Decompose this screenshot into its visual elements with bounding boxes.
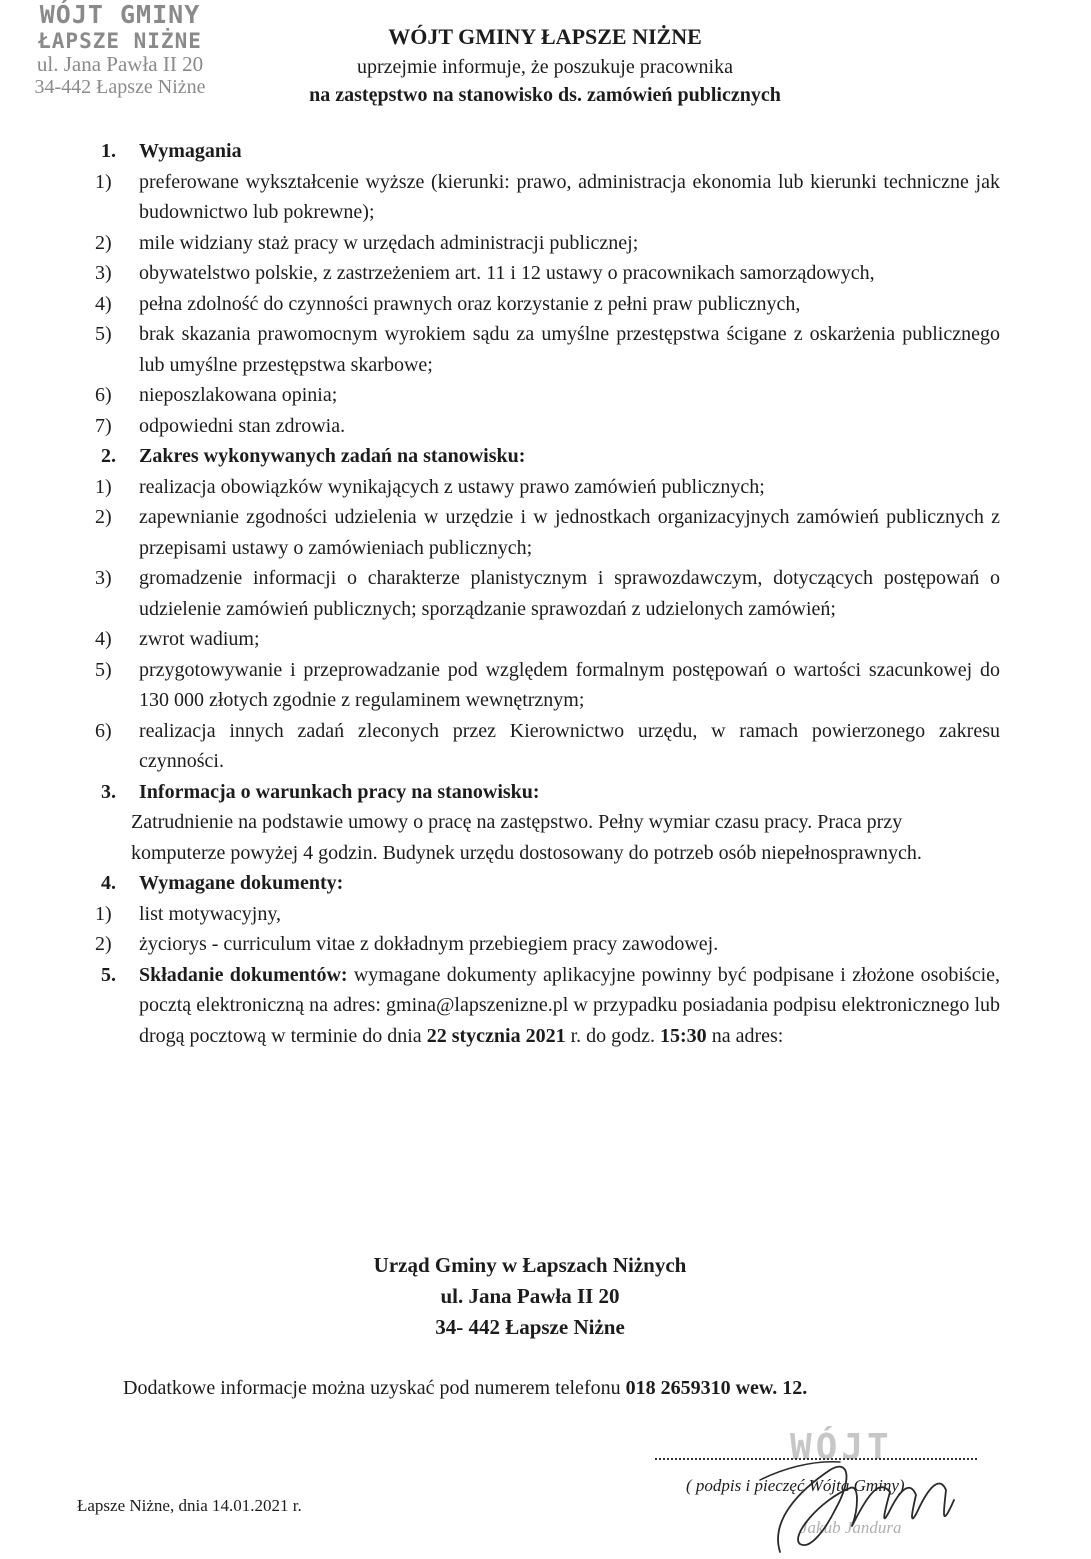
list-item [95,167,1000,228]
section-number: 4. [101,872,116,894]
submission-text: na adres: [706,1024,784,1047]
deadline-time: 15:30 [660,1024,707,1047]
document-header [250,24,840,107]
list-item [95,289,1000,320]
position-title: na zastępstwo na stanowisko ds. zamówień publicznych [309,84,781,106]
list-item [95,655,1000,716]
contact-info [123,1377,807,1400]
item-text: życiorys - curriculum vitae z dokładnym przebiegiem pracy zawodowej. [139,933,719,955]
item-number: 2) [95,933,112,955]
submission-text: wymagane dokumenty aplikacyjne powinny być podpisane i złożone osobiście, pocztą elektroniczną na adres: gmina@lapszenizne.pl w przypadku posiadania podpisu elektronicznego lub drogą pocztową w terminie do dnia [139,963,1000,1047]
section-number: 2. [101,445,116,467]
item-number: 2) [95,506,112,528]
stamp-line-2: ŁAPSZE NIŻNE [38,29,202,53]
address-line: Urząd Gminy w Łapszach Niżnych [373,1253,687,1277]
handwritten-signature [740,1440,970,1558]
submission-text: r. do godz. [565,1024,661,1047]
item-text: gromadzenie informacji o charakterze planistycznym i sprawozdawczym, dotyczących postępowań o udzielenie zamówień publicznych; sporządzanie sprawozdań z udzielonych zamówień; [139,567,1000,620]
section-heading [95,777,1000,808]
item-number: 5) [95,323,112,345]
list-item [95,319,1000,380]
item-text: list motywacyjny, [139,902,282,925]
section-paragraph: Zatrudnienie na podstawie umowy o pracę na zastępstwo. Pełny wymiar czasu pracy. Praca przy komputerze powyżej 4 godzin. Budynek urzędu dostosowany do potrzeb osób niepełnosprawnych. [131,811,922,864]
item-text: realizacja innych zadań zleconych przez Kierownictwo urzędu, w ramach powierzonego zakresu czynności. [139,719,1000,772]
list-item [95,228,1000,259]
list-item [95,716,1000,777]
document-subtitle: uprzejmie informuje, że poszukuje pracownika [357,56,733,78]
list-item [95,411,1000,442]
section-heading [95,441,1000,472]
item-text: obywatelstwo polskie, z zastrzeżeniem art. 11 i 12 ustawy o pracownikach samorządowych, [139,262,875,284]
section-heading [95,136,1000,167]
section-heading [95,868,1000,899]
stamp-line-1: WÓJT GMINY [39,0,201,29]
item-number: 4) [95,292,112,315]
deadline-date: 22 stycznia 2021 [426,1024,566,1047]
item-number: 3) [95,262,112,284]
signature-stamp-name: Jakub Jandura [800,1518,902,1537]
item-number: 1) [95,902,112,925]
section-number: 3. [101,780,116,803]
list-item [95,563,1000,624]
list-item [95,899,1000,930]
contact-phone: 018 2659310 wew. 12. [625,1377,808,1399]
list-item [95,929,1000,960]
item-text: preferowane wykształcenie wyższe (kierunki: prawo, administracja ekonomia lub kierunki techniczne jak budownictwo lub pokrewne); [139,170,1000,223]
list-item [95,380,1000,411]
list-item [95,258,1000,289]
document-body [95,136,1000,1051]
stamp-line-4: 34-442 Łapsze Niżne [34,76,206,98]
item-number: 1) [95,170,112,193]
office-address [230,1250,830,1343]
signature-stamp-word: WÓJT [790,1427,893,1468]
office-stamp [6,2,234,97]
place-and-date: Łapsze Niżne, dnia 14.01.2021 r. [77,1496,302,1515]
item-number: 3) [95,567,112,589]
item-text: realizacja obowiązków wynikających z ustawy prawo zamówień publicznych; [139,475,765,498]
address-line: ul. Jana Pawła II 20 [440,1284,620,1308]
section-number: 1. [101,140,116,162]
item-text: mile widziany staż pracy w urzędach administracji publicznej; [139,231,639,254]
section-title: Informacja o warunkach pracy na stanowisku: [139,780,540,803]
list-item [95,624,1000,655]
document-title: WÓJT GMINY ŁAPSZE NIŻNE [388,24,702,49]
list-item [95,502,1000,563]
section-paragraph [139,960,1000,1052]
item-number: 6) [95,384,112,406]
item-text: brak skazania prawomocnym wyrokiem sądu za umyślne przestępstwa ścigane z oskarżenia publicznego lub umyślne przestępstwa skarbowe; [139,323,1000,376]
item-number: 7) [95,414,112,437]
item-text: pełna zdolność do czynności prawnych oraz korzystanie z pełni praw publicznych, [139,292,801,315]
item-number: 4) [95,628,112,650]
address-line: 34- 442 Łapsze Niżne [435,1315,625,1339]
section-title: Składanie dokumentów: [139,963,348,986]
section-number: 5. [101,963,116,986]
contact-text: Dodatkowe informacje można uzyskać pod numerem telefonu [123,1377,626,1399]
item-text: zwrot wadium; [139,628,260,650]
section-title: Zakres wykonywanych zadań na stanowisku: [139,445,526,467]
section-title: Wymagane dokumenty: [139,872,344,894]
list-item [95,472,1000,503]
item-text: przygotowywanie i przeprowadzanie pod względem formalnym postępowań o wartości szacunkowej do 130 000 złotych zgodnie z regulaminem wewnętrznym; [139,658,1000,711]
item-number: 6) [95,719,112,742]
item-number: 1) [95,475,112,498]
stamp-line-3: ul. Jana Pawła II 20 [36,52,204,76]
item-text: zapewnianie zgodności udzielenia w urzędzie i w jednostkach organizacyjnych zamówień publicznych z przepisami ustawy o zamówieniach publicznych; [139,506,1000,559]
item-text: odpowiedni stan zdrowia. [139,414,346,437]
item-text: nieposzlakowana opinia; [139,384,338,406]
item-number: 5) [95,658,112,681]
signature-caption: ( podpis i pieczęć Wójta Gminy) [686,1476,905,1495]
item-number: 2) [95,231,112,254]
section-5 [95,960,1000,1052]
section-title: Wymagania [139,140,242,162]
